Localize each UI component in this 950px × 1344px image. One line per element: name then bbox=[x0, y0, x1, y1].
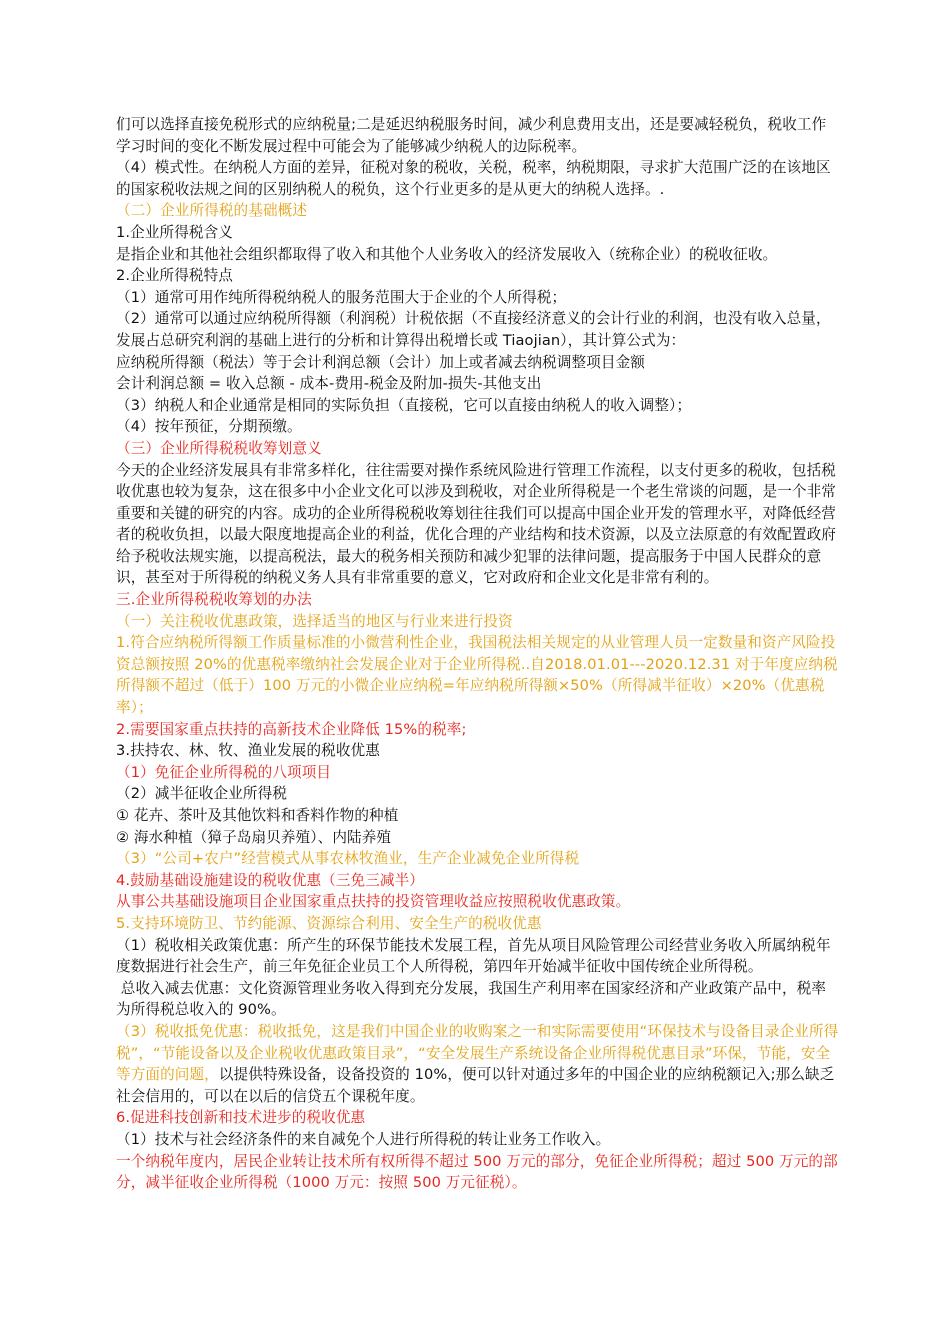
environment-credit bbox=[116, 1021, 840, 1107]
section-heading-3: （三）企业所得税税收筹划意义 bbox=[116, 439, 322, 457]
item-environment: 5.支持环境防卫、节约能源、资源综合利用、安全生产的税收优惠 bbox=[116, 914, 542, 932]
agri-exempt: （1）免征企业所得税的八项项目 bbox=[116, 763, 332, 781]
environment-1: （1）税收相关政策优惠：所产生的环保节能技术发展工程，首先从项目风险管理公司经营业务收入所属纳税年度数据进行社会生产，前三年免征企业员工个人所得税，第四年开始减半征收中国传统企业所得税。 bbox=[116, 936, 831, 976]
agri-list-1: ① 花卉、茶叶及其他饮料和香料作物的种植 bbox=[116, 807, 399, 824]
agri-list-2: ② 海水种植（獐子岛扇贝养殖）、内陆养殖 bbox=[116, 828, 392, 846]
formula-2: 会计利润总额 = 收入总额 - 成本-费用-税金及附加-损失-其他支出 bbox=[116, 375, 542, 393]
agri-company-farmer: （3）“公司+农户”经营模式从事农林牧渔业，生产企业减免企业所得税 bbox=[116, 850, 580, 868]
technology-1: （1）技术与社会经济条件的来自减免个人进行所得税的转让业务工作收入。 bbox=[116, 1130, 611, 1148]
item-small-enterprise: 1.符合应纳税所得额工作质量标准的小微营利性企业，我国税法相关规定的从业管理人员一定数量和资产风险投资总额按照 20%的优惠税率缴纳社会发展企业对于企业所得税..自2018.01.01---2020.12.31 对于年度应纳税所得额不超过（低于）100 万元的小微企业应纳税=年应纳税所得额×50%（所得减半征收）×20%（优惠税率）； bbox=[116, 634, 838, 717]
section-heading-policy: （一）关注税收优惠政策，选择适当的地区与行业来进行投资 bbox=[116, 612, 513, 630]
environment-income: 总收入减去优惠：文化资源管理业务收入得到充分发展，我国生产利用率在国家经济和产业政策产品中，税率为所得税总收入的 90%。 bbox=[116, 979, 827, 1019]
item-high-tech: 2.需要国家重点扶持的高新技术企业降低 15%的税率; bbox=[116, 720, 467, 738]
feature-4: （4）按年预征，分期预缴。 bbox=[116, 418, 302, 436]
document-body bbox=[116, 114, 840, 1194]
subheading-meaning: 1.企业所得税含义 bbox=[116, 223, 233, 241]
feature-1: （1）通常可用作纯所得税纳税人的服务范围大于企业的个人所得税； bbox=[116, 288, 567, 306]
item-agriculture: 3.扶持农、林、牧、渔业发展的税收优惠 bbox=[116, 742, 380, 760]
chapter-heading-3: 三.企业所得税税收筹划的办法 bbox=[116, 591, 312, 609]
credit-black-text: 以提供特殊设备，设备投资的 10%，便可以针对通过多年的中国企业的应纳税额记入;那么缺乏社会信用的，可以在以后的信贷五个课税年度。 bbox=[116, 1066, 835, 1105]
para-significance: 今天的企业经济发展具有非常多样化，往往需要对操作系统风险进行管理工作流程，以支付更多的税收，包括税收优惠也较为复杂，这在很多中小企业文化可以涉及到税收，对企业所得税是一个老生常谈的问题，是一个非常重要和关键的研究的内容。成功的企业所得税税收筹划往往我们可以提高中国企业开发的管理水平，对降低经营者的税收负担，以最大限度地提高企业的利益，优化合理的产业结构和技术资源，以及立法原意的有效配置政府给予税收法规实施，以提高税法，最大的税务相关预防和减少犯罪的法律问题，提高服务于中国人民群众的意识，甚至对于所得税的纳税义务人具有非常重要的意义，它对政府和企业文化是非常有利的。 bbox=[116, 461, 836, 587]
subheading-features: 2.企业所得税特点 bbox=[116, 267, 233, 285]
formula-1: 应纳税所得额（税法）等于会计利润总额（会计）加上或者减去纳税调整项目金额 bbox=[116, 353, 645, 371]
technology-rule: 一个纳税年度内，居民企业转让技术所有权所得不超过 500 万元的部分，免征企业所得税；超过 500 万元的部分，减半征收企业所得税（1000 万元：按照 500 万元征税）。 bbox=[116, 1152, 838, 1192]
credit-gold-text: （3）税收抵免优惠：税收抵免，这是我们中国企业的收购案之一和实际需要使用“环保技术与设备目录企业所得税”，“节能设备以及企业税收优惠政策目录”，“安全发展生产系统设备企业所得税优惠目录”环保，节能，安全等方面的问题， bbox=[116, 1022, 839, 1084]
item-infrastructure: 4.鼓励基础设施建设的税收优惠（三免三减半） bbox=[116, 871, 425, 889]
section-heading-2: （二）企业所得税的基础概述 bbox=[116, 202, 308, 220]
para-definition: 是指企业和其他社会组织都取得了收入和其他个人业务收入的经济发展收入（统称企业）的税收征收。 bbox=[116, 245, 778, 263]
feature-2: （2）通常可以通过应纳税所得额（利润税）计税依据（不直接经济意义的会计行业的利润，也没有收入总量，发展占总研究利润的基础上进行的分析和计算得出税增长或 Tiaojian），其计算公式为： bbox=[116, 310, 831, 349]
para-2: （4）模式性。在纳税人方面的差异，征税对象的税收，关税，税率，纳税期限，寻求扩大范围广泛的在该地区的国家税收法规之间的区别纳税人的税负，这个行业更多的是从更大的纳税人选择。. bbox=[116, 159, 831, 198]
infrastructure-desc: 从事公共基础设施项目企业国家重点扶持的投资管理收益应按照税收优惠政策。 bbox=[116, 893, 631, 911]
agri-half: （2）减半征收企业所得税 bbox=[116, 785, 288, 803]
para-1: 们可以选择直接免税形式的应纳税量;二是延迟纳税服务时间，减少利息费用支出，还是要减轻税负，税收工作学习时间的变化不断发展过程中可能会为了能够减少纳税人的边际税率。 bbox=[116, 116, 827, 155]
feature-3: （3）纳税人和企业通常是相同的实际负担（直接税，它可以直接由纳税人的收入调整）； bbox=[116, 396, 692, 414]
item-technology: 6.促进科技创新和技术进步的税收优惠 bbox=[116, 1109, 366, 1127]
